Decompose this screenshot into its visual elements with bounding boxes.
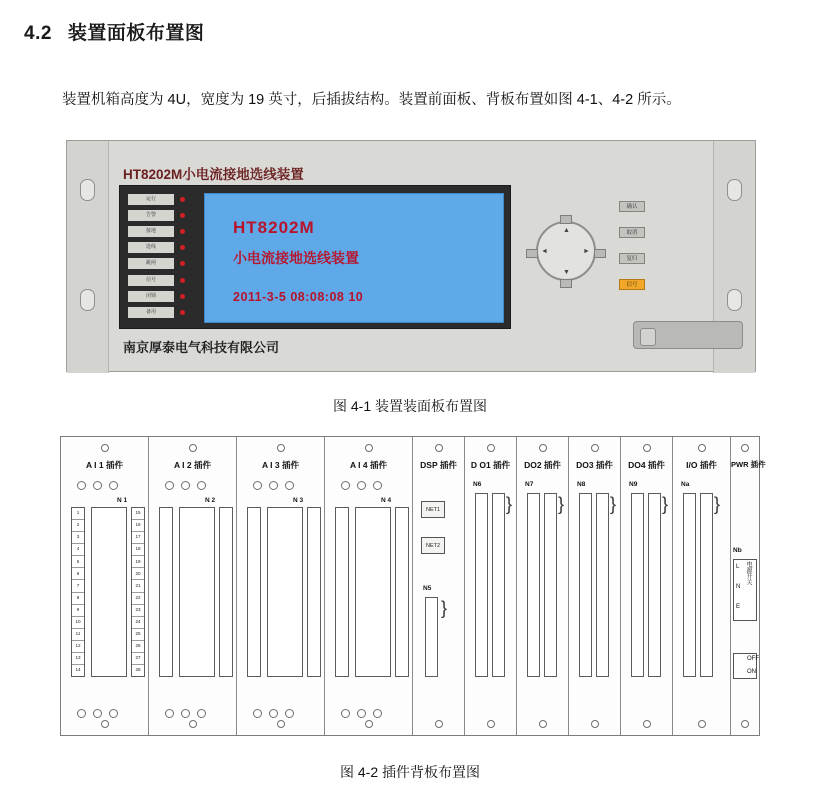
screw-icon <box>181 709 190 718</box>
led-label: 选线 <box>128 242 174 253</box>
terminal-row: 14 <box>75 667 81 673</box>
terminal-row: 5 <box>72 556 84 568</box>
screw-icon <box>101 444 109 452</box>
rack-hole-icon <box>727 179 742 201</box>
terminal-strip-right <box>219 507 233 677</box>
led-dot-icon <box>180 310 185 315</box>
function-key-reset[interactable]: 复归 <box>619 253 645 264</box>
led-indicator-row <box>124 240 198 256</box>
device-title: HT8202M小电流接地选线装置 <box>123 167 304 182</box>
screw-icon <box>269 709 278 718</box>
terminal-strip-right <box>131 507 145 677</box>
rack-hole-icon <box>80 179 95 201</box>
lcd-datetime-text: 2011-3-5 08:08:08 10 <box>233 290 364 304</box>
terminal-row: 26 <box>132 641 144 653</box>
slot-ai1 <box>61 437 149 735</box>
slot-title: A I 3 插件 <box>262 460 299 470</box>
slot-ai2 <box>149 437 237 735</box>
screw-icon <box>341 481 350 490</box>
led-indicator-row <box>124 256 198 272</box>
screw-icon <box>487 720 495 728</box>
figure-front-panel <box>66 140 756 372</box>
led-dot-icon <box>180 213 185 218</box>
nav-down-button[interactable] <box>560 279 572 288</box>
led-label: 备用 <box>128 307 174 318</box>
led-indicator-row <box>124 304 198 320</box>
function-key-signal[interactable]: 信号 <box>619 279 645 290</box>
connector-label: N6 <box>473 481 482 488</box>
screw-icon <box>285 709 294 718</box>
led-label: 跳闸 <box>128 258 174 269</box>
body-paragraph: 装置机箱高度为 4U，宽度为 19 英寸，后插拔结构。装置前面板、背板布置如图 4-1、4-2 所示。 <box>62 92 681 108</box>
terminal-row: 25 <box>132 629 144 641</box>
slot-io <box>673 437 731 735</box>
led-indicator-row <box>124 191 198 207</box>
function-key-confirm[interactable]: 确认 <box>619 201 645 212</box>
slot-dsp <box>413 437 465 735</box>
terminal-row: 6 <box>72 568 84 580</box>
terminal-row: 19 <box>132 556 144 568</box>
connector-label: N 1 <box>117 497 128 504</box>
slot-ai4 <box>325 437 413 735</box>
screw-icon <box>77 481 86 490</box>
screw-icon <box>741 720 749 728</box>
screw-icon <box>435 720 443 728</box>
terminal-row: 4 <box>72 544 84 556</box>
screw-icon <box>741 444 749 452</box>
figure1-caption: 图 4-1 装置装面板布置图 <box>332 398 487 414</box>
terminal-row: 2 <box>72 520 84 532</box>
screw-icon <box>643 720 651 728</box>
screw-icon <box>643 444 651 452</box>
led-dot-icon <box>180 245 185 250</box>
screw-icon <box>357 709 366 718</box>
slot-title: DSP 插件 <box>420 460 457 470</box>
nav-left-icon: ◄ <box>541 248 548 255</box>
ai-hole-row <box>237 481 324 493</box>
figure-backplane <box>60 436 766 736</box>
terminal-strip-2 <box>648 493 661 677</box>
terminal-strip <box>425 597 438 677</box>
screw-icon <box>77 709 86 718</box>
slot-title: DO3 插件 <box>576 460 613 470</box>
terminal-row: 7 <box>72 580 84 592</box>
terminal-row: 12 <box>72 641 84 653</box>
terminal-strip <box>527 493 540 677</box>
screw-icon <box>539 720 547 728</box>
slot-do2 <box>517 437 569 735</box>
terminal-strip-right <box>307 507 321 677</box>
led-dot-icon <box>180 261 185 266</box>
slot-do4 <box>621 437 673 735</box>
led-label: 接地 <box>128 226 174 237</box>
screw-icon <box>365 720 373 728</box>
screw-icon <box>165 481 174 490</box>
terminal-strip-left <box>335 507 349 677</box>
led-label: 告警 <box>128 210 174 221</box>
screw-icon <box>109 481 118 490</box>
connector-label: Nb <box>733 547 742 554</box>
nav-up-button[interactable] <box>560 215 572 224</box>
function-key-cancel[interactable]: 取消 <box>619 227 645 238</box>
connector-label: N 4 <box>381 497 392 504</box>
terminal-row: 15 <box>132 508 144 520</box>
slot-title: A I 1 插件 <box>86 460 123 470</box>
screw-icon <box>253 481 262 490</box>
slot-title: DO2 插件 <box>524 460 561 470</box>
screw-icon <box>253 709 262 718</box>
power-switch[interactable] <box>733 653 757 679</box>
rack-hole-icon <box>727 289 742 311</box>
section-number: 4.2 <box>24 23 52 44</box>
brace-icon: } <box>558 494 565 514</box>
slot-title: PWR 插件 <box>731 460 766 469</box>
terminal-row: 24 <box>132 617 144 629</box>
screw-icon <box>487 444 495 452</box>
led-dot-icon <box>180 278 185 283</box>
power-terminal-n: N <box>736 584 741 590</box>
terminal-strip <box>683 493 696 677</box>
brace-icon: } <box>506 494 513 514</box>
screw-icon <box>341 709 350 718</box>
figure2-caption: 图 4-2 插件背板布置图 <box>339 764 480 780</box>
terminal-strip-left <box>159 507 173 677</box>
panel-handle[interactable] <box>633 321 743 349</box>
screw-icon <box>373 481 382 490</box>
company-name: 南京厚泰电气科技有限公司 <box>123 340 280 355</box>
terminal-row: 22 <box>132 593 144 605</box>
terminal-block-main <box>267 507 303 677</box>
section-title: 装置面板布置图 <box>67 23 205 44</box>
screw-icon <box>101 720 109 728</box>
ai-hole-row <box>325 481 412 493</box>
terminal-block-main <box>179 507 215 677</box>
slot-title: I/O 插件 <box>686 460 717 470</box>
network-port-1[interactable]: NET1 <box>421 501 445 518</box>
terminal-row: 10 <box>72 617 84 629</box>
power-terminal-e: E <box>736 604 741 610</box>
terminal-row: 8 <box>72 593 84 605</box>
terminal-strip-left <box>71 507 85 677</box>
terminal-row: 18 <box>132 544 144 556</box>
device-chassis <box>66 140 756 372</box>
led-dot-icon <box>180 197 185 202</box>
screw-icon <box>277 720 285 728</box>
led-indicator-column <box>124 191 198 325</box>
screw-icon <box>435 444 443 452</box>
screw-icon <box>93 481 102 490</box>
terminal-row: 17 <box>132 532 144 544</box>
slot-ai3 <box>237 437 325 735</box>
nav-left-button[interactable] <box>526 249 538 258</box>
terminal-strip-right <box>395 507 409 677</box>
brace-icon: } <box>610 494 617 514</box>
nav-right-button[interactable] <box>594 249 606 258</box>
screw-icon <box>189 444 197 452</box>
slot-title: D O1 插件 <box>470 460 511 470</box>
led-dot-icon <box>180 294 185 299</box>
lcd-screen <box>204 193 504 323</box>
screw-icon <box>189 720 197 728</box>
connector-label: N 3 <box>293 497 304 504</box>
ai-hole-row <box>149 481 236 493</box>
led-dot-icon <box>180 229 185 234</box>
connector-label: N9 <box>629 481 638 488</box>
function-key-group <box>619 201 659 311</box>
screw-icon <box>698 720 706 728</box>
terminal-strip-2 <box>492 493 505 677</box>
lcd-product-text: 小电流接地选线装置 <box>233 250 359 266</box>
led-label: 闭锁 <box>128 291 174 302</box>
screw-icon <box>285 481 294 490</box>
screw-icon <box>197 709 206 718</box>
terminal-row: 3 <box>72 532 84 544</box>
terminal-row: 13 <box>72 653 84 665</box>
terminal-strip-2 <box>700 493 713 677</box>
nav-down-icon: ▼ <box>563 269 570 276</box>
led-label: 信号 <box>128 275 174 286</box>
lcd-model-text: HT8202M <box>233 218 315 237</box>
terminal-row: 9 <box>72 605 84 617</box>
terminal-row: 23 <box>132 605 144 617</box>
terminal-row: 28 <box>135 667 141 673</box>
screw-icon <box>197 481 206 490</box>
led-indicator-row <box>124 288 198 304</box>
screw-icon <box>539 444 547 452</box>
navigation-pad[interactable] <box>529 219 603 293</box>
brace-icon: } <box>662 494 669 514</box>
screw-icon <box>698 444 706 452</box>
display-bezel <box>119 185 511 329</box>
terminal-strip <box>475 493 488 677</box>
slot-do3 <box>569 437 621 735</box>
power-terminal-l: L <box>736 564 740 570</box>
led-label: 运行 <box>128 194 174 205</box>
brace-icon: } <box>441 598 448 618</box>
slot-title: A I 4 插件 <box>350 460 387 470</box>
screw-icon <box>365 444 373 452</box>
nav-right-icon: ► <box>583 248 590 255</box>
screw-icon <box>277 444 285 452</box>
led-indicator-row <box>124 223 198 239</box>
terminal-strip <box>579 493 592 677</box>
led-indicator-row <box>124 207 198 223</box>
connector-label: N8 <box>577 481 586 488</box>
screw-icon <box>591 444 599 452</box>
brace-icon: } <box>714 494 721 514</box>
terminal-strip <box>631 493 644 677</box>
slot-pwr <box>731 437 766 735</box>
terminal-strip-2 <box>596 493 609 677</box>
terminal-strip-left <box>247 507 261 677</box>
terminal-row: 1 <box>72 508 84 520</box>
terminal-block-main <box>91 507 127 677</box>
connector-label: N5 <box>423 585 432 592</box>
screw-icon <box>373 709 382 718</box>
connector-label: N 2 <box>205 497 216 504</box>
ai-hole-row <box>61 481 148 493</box>
screw-icon <box>591 720 599 728</box>
network-port-2[interactable]: NET2 <box>421 537 445 554</box>
screw-icon <box>109 709 118 718</box>
rack-hole-icon <box>80 289 95 311</box>
connector-label: N7 <box>525 481 534 488</box>
screw-icon <box>269 481 278 490</box>
slot-do1 <box>465 437 517 735</box>
screw-icon <box>93 709 102 718</box>
screw-icon <box>357 481 366 490</box>
terminal-row: 16 <box>132 520 144 532</box>
screw-icon <box>165 709 174 718</box>
terminal-strip-2 <box>544 493 557 677</box>
terminal-row: 20 <box>132 568 144 580</box>
led-indicator-row <box>124 272 198 288</box>
terminal-row: 11 <box>72 629 84 641</box>
section-heading <box>24 18 204 45</box>
slot-title: A I 2 插件 <box>174 460 211 470</box>
power-switch-off-label: OFF <box>747 656 759 662</box>
rack-ear-left <box>67 141 109 373</box>
power-switch-label: 电源开关 <box>745 561 751 585</box>
slot-title: DO4 插件 <box>628 460 665 470</box>
terminal-row: 27 <box>132 653 144 665</box>
terminal-row: 21 <box>132 580 144 592</box>
screw-icon <box>181 481 190 490</box>
power-switch-on-label: ON <box>747 669 756 675</box>
connector-label: Na <box>681 481 690 488</box>
nav-up-icon: ▲ <box>563 227 570 234</box>
terminal-block-main <box>355 507 391 677</box>
